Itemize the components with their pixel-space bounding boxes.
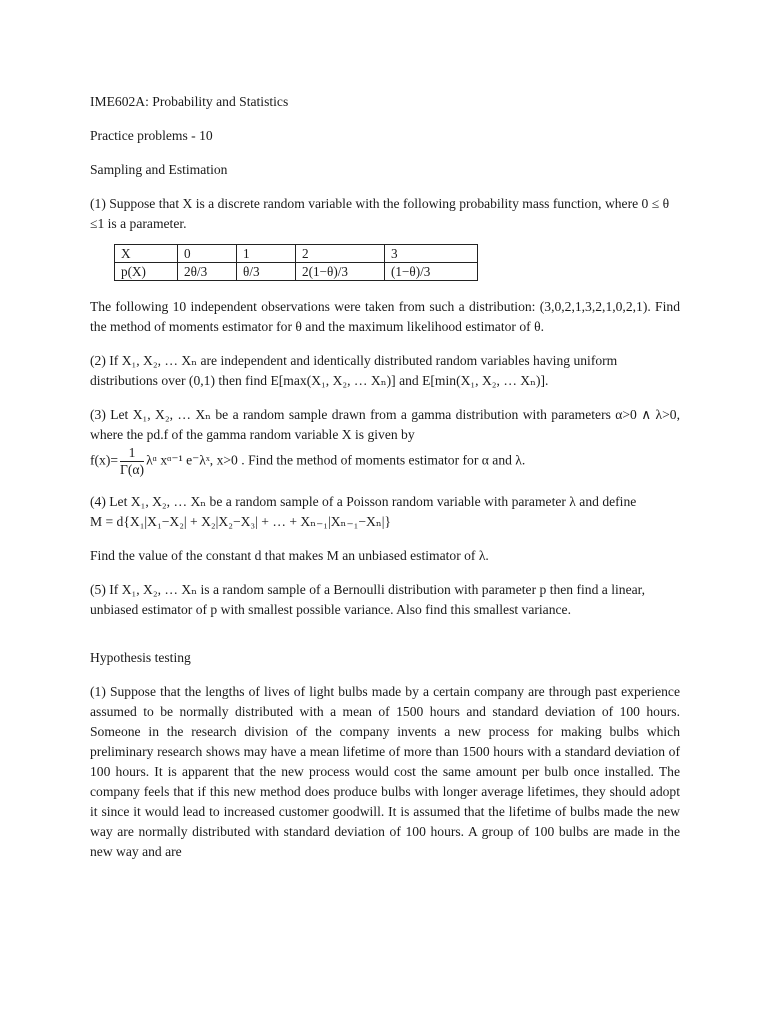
table-row (115, 245, 478, 263)
problem-2-text: (2) If X₁, X₂, … Xₙ are independent and identically distributed random variables having uniform distributions over (0,1) then find E[max(X₁, X₂, … Xₙ)] and E[min(X₁, X₂, … Xₙ)]. (90, 353, 618, 388)
problem-4-question: Find the value of the constant d that makes M an unbiased estimator of λ. (90, 548, 489, 563)
problem-1-observations: The following 10 independent observations were taken from such a distribution: (3,0,2,1,3,2,1,0,2,1). Find the method of moments estimator for θ and the maximum likelihood estimator of θ. (90, 299, 680, 334)
section-title-hypothesis: Hypothesis testing (90, 650, 191, 665)
table-cell: 2 (296, 245, 385, 263)
problem-4-formula: M = d{X₁|X₁−X₂| + X₂|X₂−X₃| + … + Xₙ₋₁|Xₙ₋₁−Xₙ|} (90, 514, 391, 529)
table-cell: θ/3 (237, 263, 296, 281)
table-cell: 0 (178, 245, 237, 263)
problem-5-text: (5) If X₁, X₂, … Xₙ is a random sample of a Bernoulli distribution with parameter p then find a linear, unbiased estimator of p with smallest possible variance. Also find this smallest variance. (90, 582, 646, 617)
problem-3-formula (90, 445, 680, 478)
table-cell: 2θ/3 (178, 263, 237, 281)
table-row (115, 263, 478, 281)
pmf-table (114, 244, 478, 281)
fraction-numerator: 1 (120, 445, 144, 462)
problem-3-text: (3) Let X₁, X₂, … Xₙ be a random sample drawn from a gamma distribution with parameters α>0 ∧ λ>0, where the pd.f of the gamma random variable X is given by (90, 407, 680, 442)
problem-1-text: (1) Suppose that X is a discrete random variable with the following probability mass function, where 0 ≤ θ ≤1 is a parameter. (90, 196, 670, 231)
table-cell: 3 (385, 245, 478, 263)
course-title: IME602A: Probability and Statistics (90, 94, 289, 109)
table-cell: X (115, 245, 178, 263)
fraction-denominator: Γ(α) (120, 462, 145, 477)
document-page (90, 92, 680, 862)
section-title-sampling: Sampling and Estimation (90, 162, 228, 177)
formula-lhs: f(x)= (90, 452, 119, 468)
problem-3-tail: . Find the method of moments estimator for α and λ. (241, 452, 526, 468)
table-cell: 2(1−θ)/3 (296, 263, 385, 281)
gamma-fraction (120, 445, 144, 478)
problem-set-title: Practice problems - 10 (90, 128, 213, 143)
table-cell: p(X) (115, 263, 178, 281)
spacer (90, 634, 680, 648)
table-cell: (1−θ)/3 (385, 263, 478, 281)
formula-rhs: λᵅ xᵅ⁻¹ e⁻λˣ, x>0 (146, 452, 238, 468)
table-cell: 1 (237, 245, 296, 263)
hypothesis-problem-1-text: (1) Suppose that the lengths of lives of light bulbs made by a certain company are through past experience assumed to be normally distributed with a mean of 1500 hours and standard deviation of 100 hours. Someone in the research division of the company invents a new process for making bulbs which preliminary research shows may have a mean lifetime of more than 1500 hours with a standard deviation of 100 hours. It is apparent that the new process would cost the same amount per bulb once installed. The company feels that if this new method does produce bulbs with longer average lifetimes, they should adopt it since it would lead to increased customer goodwill. It is assumed that the lifetime of bulbs made the new way are normally distributed with standard deviation of 100 hours. A group of 100 bulbs are made in the new way and are (90, 684, 680, 859)
problem-4-text: (4) Let X₁, X₂, … Xₙ be a random sample of a Poisson random variable with parameter λ and define (90, 494, 637, 509)
